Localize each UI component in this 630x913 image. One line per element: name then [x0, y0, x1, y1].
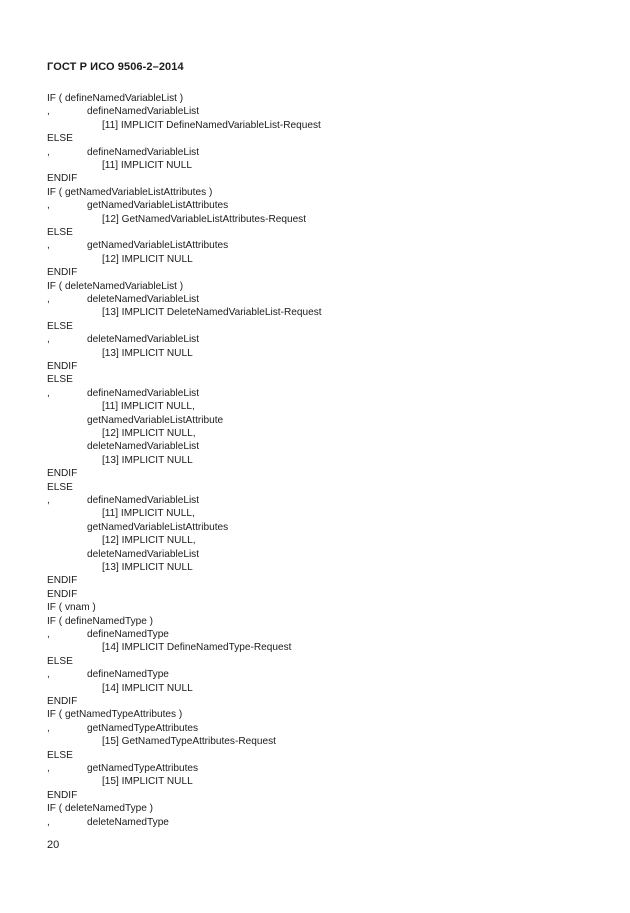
- code-line: deleteNamedVariableList: [87, 294, 200, 305]
- code-line: IF ( vnam ): [47, 602, 96, 614]
- code-line: ENDIF: [47, 267, 78, 279]
- code-line: [15] IMPLICIT NULL: [102, 776, 193, 788]
- code-line: ,: [47, 240, 50, 252]
- code-line: [12] IMPLICIT NULL,: [102, 428, 196, 439]
- code-line: getNamedTypeAttributes: [87, 763, 199, 774]
- code-line: [11] IMPLICIT DefineNamedVariableList-Request: [102, 119, 321, 131]
- code-line: [15] GetNamedTypeAttributes-Request: [102, 736, 276, 748]
- code-line: getNamedVariableListAttributes: [87, 200, 229, 212]
- code-line: ,: [47, 495, 50, 506]
- code-line: ELSE: [47, 749, 73, 761]
- code-line: ,: [47, 334, 50, 346]
- document-header: ГОСТ Р ИСО 9506-2–2014: [47, 61, 184, 73]
- code-line: defineNamedVariableList: [87, 106, 200, 118]
- code-line: [11] IMPLICIT NULL: [102, 160, 192, 171]
- code-line: ENDIF: [47, 361, 78, 372]
- code-line: [13] IMPLICIT NULL: [102, 562, 193, 573]
- code-line: IF ( getNamedTypeAttributes ): [47, 709, 183, 721]
- code-line: [12] IMPLICIT NULL: [102, 253, 193, 265]
- page-number: 20: [47, 839, 60, 851]
- code-line: deleteNamedVariableList: [87, 334, 200, 346]
- code-line: getNamedVariableListAttributes: [87, 240, 229, 252]
- code-line: defineNamedType: [87, 669, 169, 681]
- code-line: ,: [47, 146, 50, 158]
- code-line: IF ( deleteNamedVariableList ): [47, 280, 184, 292]
- code-line: ,: [47, 294, 50, 305]
- code-line: [14] IMPLICIT DefineNamedType-Request: [102, 642, 292, 654]
- code-line: ,: [47, 816, 50, 828]
- code-line: ENDIF: [47, 696, 78, 707]
- code-line: ,: [47, 722, 50, 734]
- code-line: [13] IMPLICIT NULL: [102, 347, 193, 359]
- code-line: [12] IMPLICIT NULL,: [102, 535, 196, 547]
- code-line: ELSE: [47, 320, 73, 332]
- code-line: IF ( defineNamedVariableList ): [47, 93, 184, 104]
- code-line: ELSE: [47, 655, 73, 667]
- code-line: [13] IMPLICIT NULL: [102, 454, 193, 466]
- code-line: ELSE: [47, 374, 73, 386]
- code-line: ELSE: [47, 227, 73, 238]
- code-line: ,: [47, 669, 50, 681]
- code-line: ,: [47, 763, 50, 774]
- code-line: ,: [47, 106, 50, 118]
- code-line: IF ( deleteNamedType ): [47, 803, 154, 815]
- code-line: ENDIF: [47, 789, 78, 801]
- code-line: ENDIF: [47, 588, 78, 600]
- code-line: deleteNamedType: [87, 816, 169, 828]
- code-line: ENDIF: [47, 468, 78, 480]
- code-line: defineNamedVariableList: [87, 387, 200, 399]
- code-line: ENDIF: [47, 173, 78, 185]
- code-line: defineNamedType: [87, 629, 169, 640]
- code-line: ,: [47, 387, 50, 399]
- code-line: IF ( getNamedVariableListAttributes ): [47, 186, 213, 198]
- code-line: [12] GetNamedVariableListAttributes-Request: [102, 213, 307, 225]
- code-line: deleteNamedVariableList: [87, 441, 200, 453]
- code-line: ENDIF: [47, 575, 78, 587]
- code-line: getNamedVariableListAttribute: [87, 414, 224, 426]
- code-line: [11] IMPLICIT NULL,: [102, 401, 195, 413]
- code-line: ELSE: [47, 481, 73, 493]
- code-line: getNamedTypeAttributes: [87, 722, 199, 734]
- code-line: [11] IMPLICIT NULL,: [102, 508, 195, 520]
- code-line: defineNamedVariableList: [87, 495, 200, 506]
- code-line: ,: [47, 200, 50, 212]
- code-line: [13] IMPLICIT DeleteNamedVariableList-Request: [102, 307, 322, 319]
- code-line: deleteNamedVariableList: [87, 548, 200, 560]
- code-line: IF ( defineNamedType ): [47, 615, 154, 627]
- code-line: getNamedVariableListAttributes: [87, 521, 229, 533]
- code-line: defineNamedVariableList: [87, 146, 200, 158]
- code-line: ,: [47, 629, 50, 640]
- code-line: ELSE: [47, 133, 73, 145]
- code-line: [14] IMPLICIT NULL: [102, 682, 193, 694]
